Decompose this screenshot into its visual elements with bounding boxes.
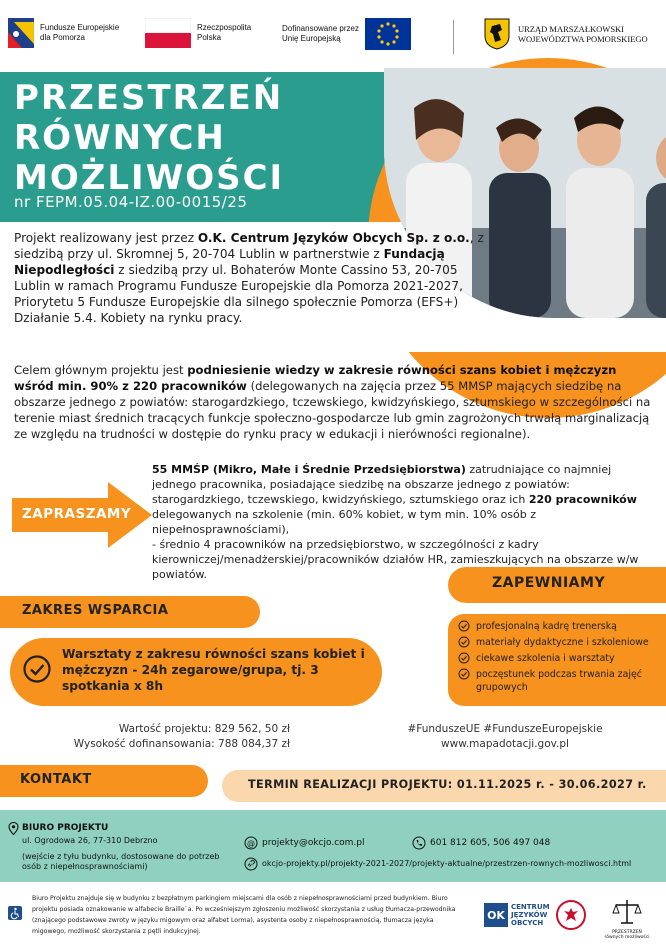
web-link-icon <box>244 857 258 871</box>
intro-paragraph: Projekt realizowany jest przez O.K. Centrum Języków Obcych Sp. z o.o., z siedzibą przy ul. Skromnej 5, 20-704 Lublin w partnerstwie z Fundacją Niepodległości z siedzibą przy ul. Bohaterów Monte Cassino 53, 20-705 Lublin w ramach Programu Fundusze Europejskie dla Pomorza 2021-2027, Priorytetu 5 Fundusze Europejskie dla silnego społecznie Pomorza (EFS+) Działanie 5.4. Kobiety na rynku pracy. <box>14 231 484 325</box>
logo-fundusze-europejskie <box>8 18 119 48</box>
logo-ue <box>282 18 411 50</box>
biuro-note: (wejście z tyłu budynku, dostosowane do potrzeb osób z niepełnosprawnościami) <box>22 852 220 871</box>
kontakt-label: KONTAKT <box>20 772 92 787</box>
zapewniamy-label: ZAPEWNIAMY <box>492 575 606 591</box>
logo-rzeczpospolita <box>145 18 251 48</box>
griffin-crest-icon <box>484 18 510 50</box>
fe-star-icon <box>8 18 34 48</box>
project-number: nr FEPM.05.04-IZ.00-0015/25 <box>14 193 248 211</box>
logo-urzad-marszalkowski <box>484 18 648 50</box>
logo-centrum-jezykow-obcych <box>484 903 550 927</box>
check-icon <box>458 636 470 648</box>
check-icon <box>458 620 470 632</box>
list-item: profesjonalną kadrę trenerską <box>458 620 664 633</box>
zapraszamy-label: ZAPRASZAMY <box>22 506 132 522</box>
header-separator <box>453 20 454 54</box>
logo4-label: URZĄD MARSZAŁKOWSKI WOJEWÓDZTWA POMORSKIEGO <box>518 24 648 44</box>
page-title <box>14 78 284 198</box>
cjo-logo-mark: OK <box>484 903 508 927</box>
logo-fundacja-niepodleglosci <box>556 900 586 930</box>
eagle-icon <box>562 906 580 924</box>
project-value: Wartość projektu: 829 562, 50 zł Wysokość dofinansowania: 788 084,37 zł <box>73 723 290 750</box>
phone-icon <box>412 836 426 850</box>
workshop-text: Warsztaty z zakresu równości szans kobiet i mężczyzn - 24h zegarowe/grupa, tj. 3 spotkania x 8h <box>62 647 365 693</box>
biuro-title: BIURO PROJEKTU <box>22 823 109 833</box>
termin-label: TERMIN REALIZACJI PROJEKTU: 01.11.2025 r. - 30.06.2027 r. <box>248 778 647 791</box>
hashtags: #FunduszeUE #FunduszeEuropejskie www.mapadotacji.gov.pl <box>390 722 620 752</box>
check-icon <box>458 652 470 664</box>
logo2-label: Rzeczpospolita Polska <box>197 23 252 42</box>
list-item: poczęstunek podczas trwania zajęć grupowych <box>458 668 664 694</box>
svg-text:@: @ <box>247 839 255 848</box>
list-item: materiały dydaktyczne i szkoleniowe <box>458 636 664 649</box>
logo-przestrzen <box>604 898 650 938</box>
mapadotacji-link[interactable]: www.mapadotacji.gov.pl <box>441 738 569 750</box>
title-line-2: RÓWNYCH <box>14 118 226 158</box>
eu-flag-icon <box>365 18 411 50</box>
accessibility-note: Biuro Projektu znajduje się w budynku z bezpłatnym parkingiem miejscami dla osób z niepełnosprawnościami przed budynkiem. Biuro projektu posiada oznakowanie w alfabecie Braille`a. Po wcześniejszym zgłoszeniu możliwość skorzystania z usług tłumacza-przewodnika (znającego podstawowe zwroty w języku migowym oraz alfabet Lorma), asystenta osoby z niepełnosprawnością, tłumacza języka migowego, możliwość skorzystania z pętli indukcyjnej. <box>32 895 456 935</box>
location-pin-icon <box>8 822 19 835</box>
check-icon <box>458 668 470 680</box>
logo3-label: Dofinansowane przez Unię Europejską <box>282 24 359 43</box>
invite-text: 55 MMŚP (Mikro, Małe i Średnie Przedsiębiorstwa) zatrudniające co najmniej jednego pracownika, posiadające siedzibę na obszarze jednego z powiatów: starogardzkiego, tczewskiego, kwidzyńskiego, sztumskiego oraz ich 220 pracowników delegowanych na szkolenie (min. 60% kobiet, w tym min. 10% osób z niepełnosprawnościami), - średnio 4 pracowników na przedsiębiorstwo, w szczególności z kadry kierowniczej/menadżerskiej/pracowników działów HR, zamieszkujących na obszarze w/w powiatów. <box>152 463 639 581</box>
phone-text[interactable]: 601 812 605, 506 497 048 <box>430 838 551 848</box>
logo1-label: Fundusze Europejskie dla Pomorza <box>40 23 120 42</box>
cjo-logo-text: CENTRUM JĘZYKÓW OBCYCH <box>511 903 550 927</box>
list-item: ciekawe szkolenia i warsztaty <box>458 652 664 665</box>
przestrzen-logo-text: PRZESTRZEŃ równych możliwości <box>604 930 650 940</box>
title-line-3: MOŻLIWOŚCI <box>14 158 285 198</box>
biuro-address: ul. Ogrodowa 26, 77-310 Debrzno <box>22 836 158 845</box>
scales-icon <box>612 898 642 926</box>
pl-flag-icon <box>145 18 191 48</box>
title-line-1: PRZESTRZEŃ <box>14 78 284 118</box>
accessibility-icon <box>8 906 22 920</box>
zakres-label: ZAKRES WSPARCIA <box>22 603 169 618</box>
check-circle-icon <box>22 654 52 684</box>
goal-paragraph: Celem głównym projektu jest podniesienie wiedzy w zakresie równości szans kobiet i mężczyzn wśród min. 90% z 220 pracowników (delegowanych na zajęcia przez 55 MMSP mających siedzibę na obszarze jednego z powiatów: starogardzkiego, tczewskiego, kwidzyńskiego, sztumskiego w szczególności na terenie miast średnich tracących funkcje społeczno-gospodarcze lub gmin zagrożonych trwałą marginalizacją ze względu na trudności w dostępie do rynku pracy w edukacji i nierówności regionalne). <box>14 363 651 441</box>
project-website-link[interactable]: okcjo-projekty.pl/projekty-2021-2027/projekty-aktualne/przestrzen-rownych-mozliwosci.html <box>262 859 632 868</box>
email-icon <box>244 836 258 850</box>
zapewniamy-list <box>458 620 664 697</box>
email-link[interactable]: projekty@okcjo.com.pl <box>262 838 365 848</box>
